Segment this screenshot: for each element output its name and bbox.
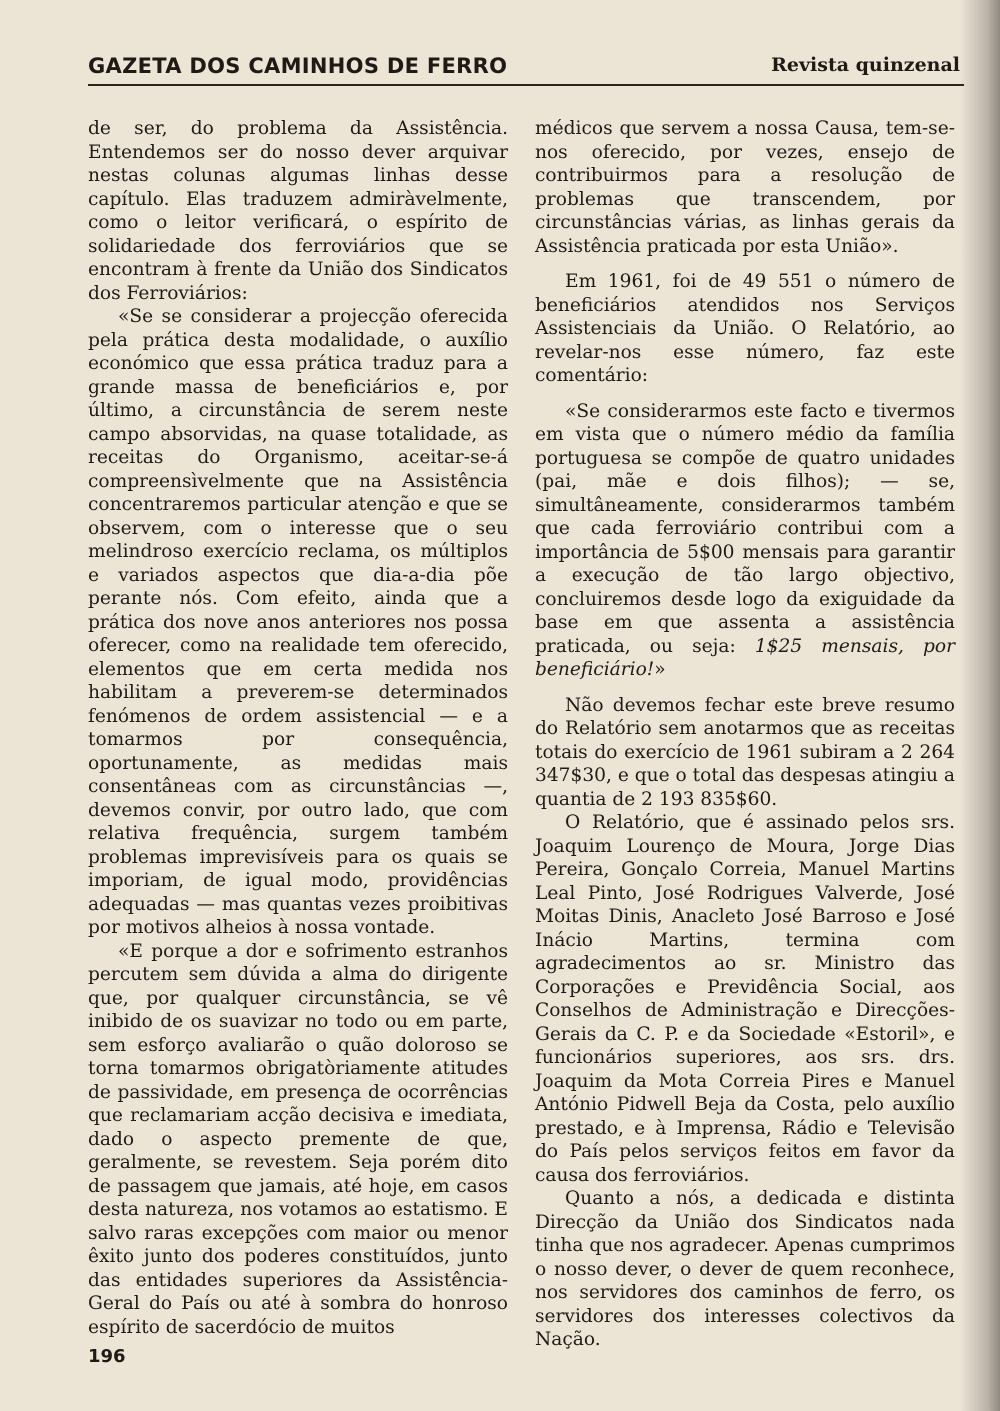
left-paragraph-2: «Se se considerar a projecção oferecida pela prática desta modalidade, o auxílio económico que essa prática traduz para a grande massa de beneficiários e, por último, a circunstância de serem neste campo absorvidas, na quase totalidade, as receitas do Organismo, aceitar-se-á compreensìvelmente que na Assistência concentraremos particular atenção e que se observem, com o interesse que o seu melindroso exercício reclama, os múltiplos e variados aspectos que dia-a-dia põe perante nós. Com efeito, ainda que a prática dos nove anos anteriores nos possa oferecer, como na realidade tem oferecido, elementos que em certa medida nos habilitam a preverem-se determinados fenómenos de ordem assistencial — e a tomarmos por consequência, oportunamente, as medidas mais consentâneas com as circunstâncias —, devemos convir, por outro lado, que com relativa frequência, surgem também problemas imprevisíveis para os quais se imporiam, de igual modo, providências adequadas — mas quantas vezes proibitivas por motivos alheios à nossa vontade. xyxy=(88,306,508,938)
right-paragraph-5: O Relatório, que é assinado pelos srs. Joaquim Lourenço de Moura, Jorge Dias Pereira, Gonçalo Correia, Manuel Martins Leal Pinto, José Rodrigues Valverde, José Moitas Dinis, Anacleto José Barroso e José Inácio Martins, termina com agradecimentos ao sr. Ministro das Corporações e Previdência Social, aos Conselhos de Administração e Direcções-Gerais da C. P. e da Sociedade «Estoril», e funcionários superiores, aos srs. drs. Joaquim da Mota Correia Pires e Manuel António Pidwell Beja da Costa, pelo auxílio prestado, e à Imprensa, Rádio e Televisão do País pelos serviços feitos em favor da causa dos ferroviários. xyxy=(535,812,955,1186)
right-paragraph-2: Em 1961, foi de 49 551 o número de beneficiários atendidos nos Serviços Assistenciais da União. O Relatório, ao revelar-nos esse número, faz este comentário: xyxy=(535,271,955,386)
right-paragraph-1: médicos que servem a nossa Causa, tem-se-nos oferecido, por vezes, ensejo de contribuirmos para a resolução de problemas que transcendem, por circunstâncias várias, as linhas gerais da Assistência praticada por esta União». xyxy=(535,118,955,257)
right-paragraph-4: Não devemos fechar este breve resumo do Relatório sem anotarmos que as receitas totais do exercício de 1961 subiram a 2 264 347$30, e que o total das despesas atingiu a quantia de 2 193 835$60. xyxy=(535,694,955,810)
right-column xyxy=(535,117,955,1352)
quote-close: » xyxy=(654,659,666,680)
right-paragraph-3 xyxy=(535,400,955,682)
left-paragraph-1: de ser, do problema da Assistência. Entendemos ser do nosso dever arquivar nestas colunas algumas linhas desse capítulo. Elas traduzem admiràvelmente, como o leitor verificará, o espírito de solidariedade dos ferroviários que se encontram à frente da União dos Sindicatos dos Ferroviários: xyxy=(88,118,508,304)
right-paragraph-6: Quanto a nós, a dedicada e distinta Direcção da União dos Sindicatos nada tinha que nos agradecer. Apenas cumprimos o nosso dever, o dever de quem reconhece, nos servidores dos caminhos de ferro, os servidores dos interesses colectivos da Nação. xyxy=(535,1188,955,1350)
page-edge-shadow xyxy=(960,0,1000,1411)
quote-text: «Se considerarmos este facto e tivermos em vista que o número médio da família portuguesa se compõe de quatro unidades (pai, mãe e dois filhos); — se, simultâneamente, considerarmos também que cada ferroviário contribui com a importância de 5$00 mensais para garantir a execução de tão largo objectivo, concluiremos desde logo da exiguidade da base em que assenta a assistência praticada, ou seja: xyxy=(535,400,955,657)
left-column xyxy=(88,117,508,1339)
quote-emphasis: 1$25 mensais, por beneficiário! xyxy=(535,635,955,680)
page-header xyxy=(88,54,960,88)
publication-title: GAZETA DOS CAMINHOS DE FERRO xyxy=(88,54,508,78)
publication-subtitle: Revista quinzenal xyxy=(771,54,960,76)
header-rule xyxy=(88,84,964,86)
left-paragraph-3: «E porque a dor e sofrimento estranhos percutem sem dúvida a alma do dirigente que, por qualquer circunstância, se vê inibido de os suavizar no todo ou em parte, sem esforço avaliarão o quão doloroso se torna tomarmos obrigatòriamente atitudes de passividade, em presença de ocorrências que reclamariam acção decisiva e imediata, dado o aspecto premente de que, geralmente, se revestem. Seja porém dito de passagem que jamais, até hoje, em casos desta natureza, nos votamos ao estatismo. E salvo raras excepções com maior ou menor êxito junto dos poderes constituídos, junto das entidades superiores da Assistência-Geral do País ou até à sombra do honroso espírito de sacerdócio de muitos xyxy=(88,940,508,1338)
page-number: 196 xyxy=(88,1346,126,1367)
